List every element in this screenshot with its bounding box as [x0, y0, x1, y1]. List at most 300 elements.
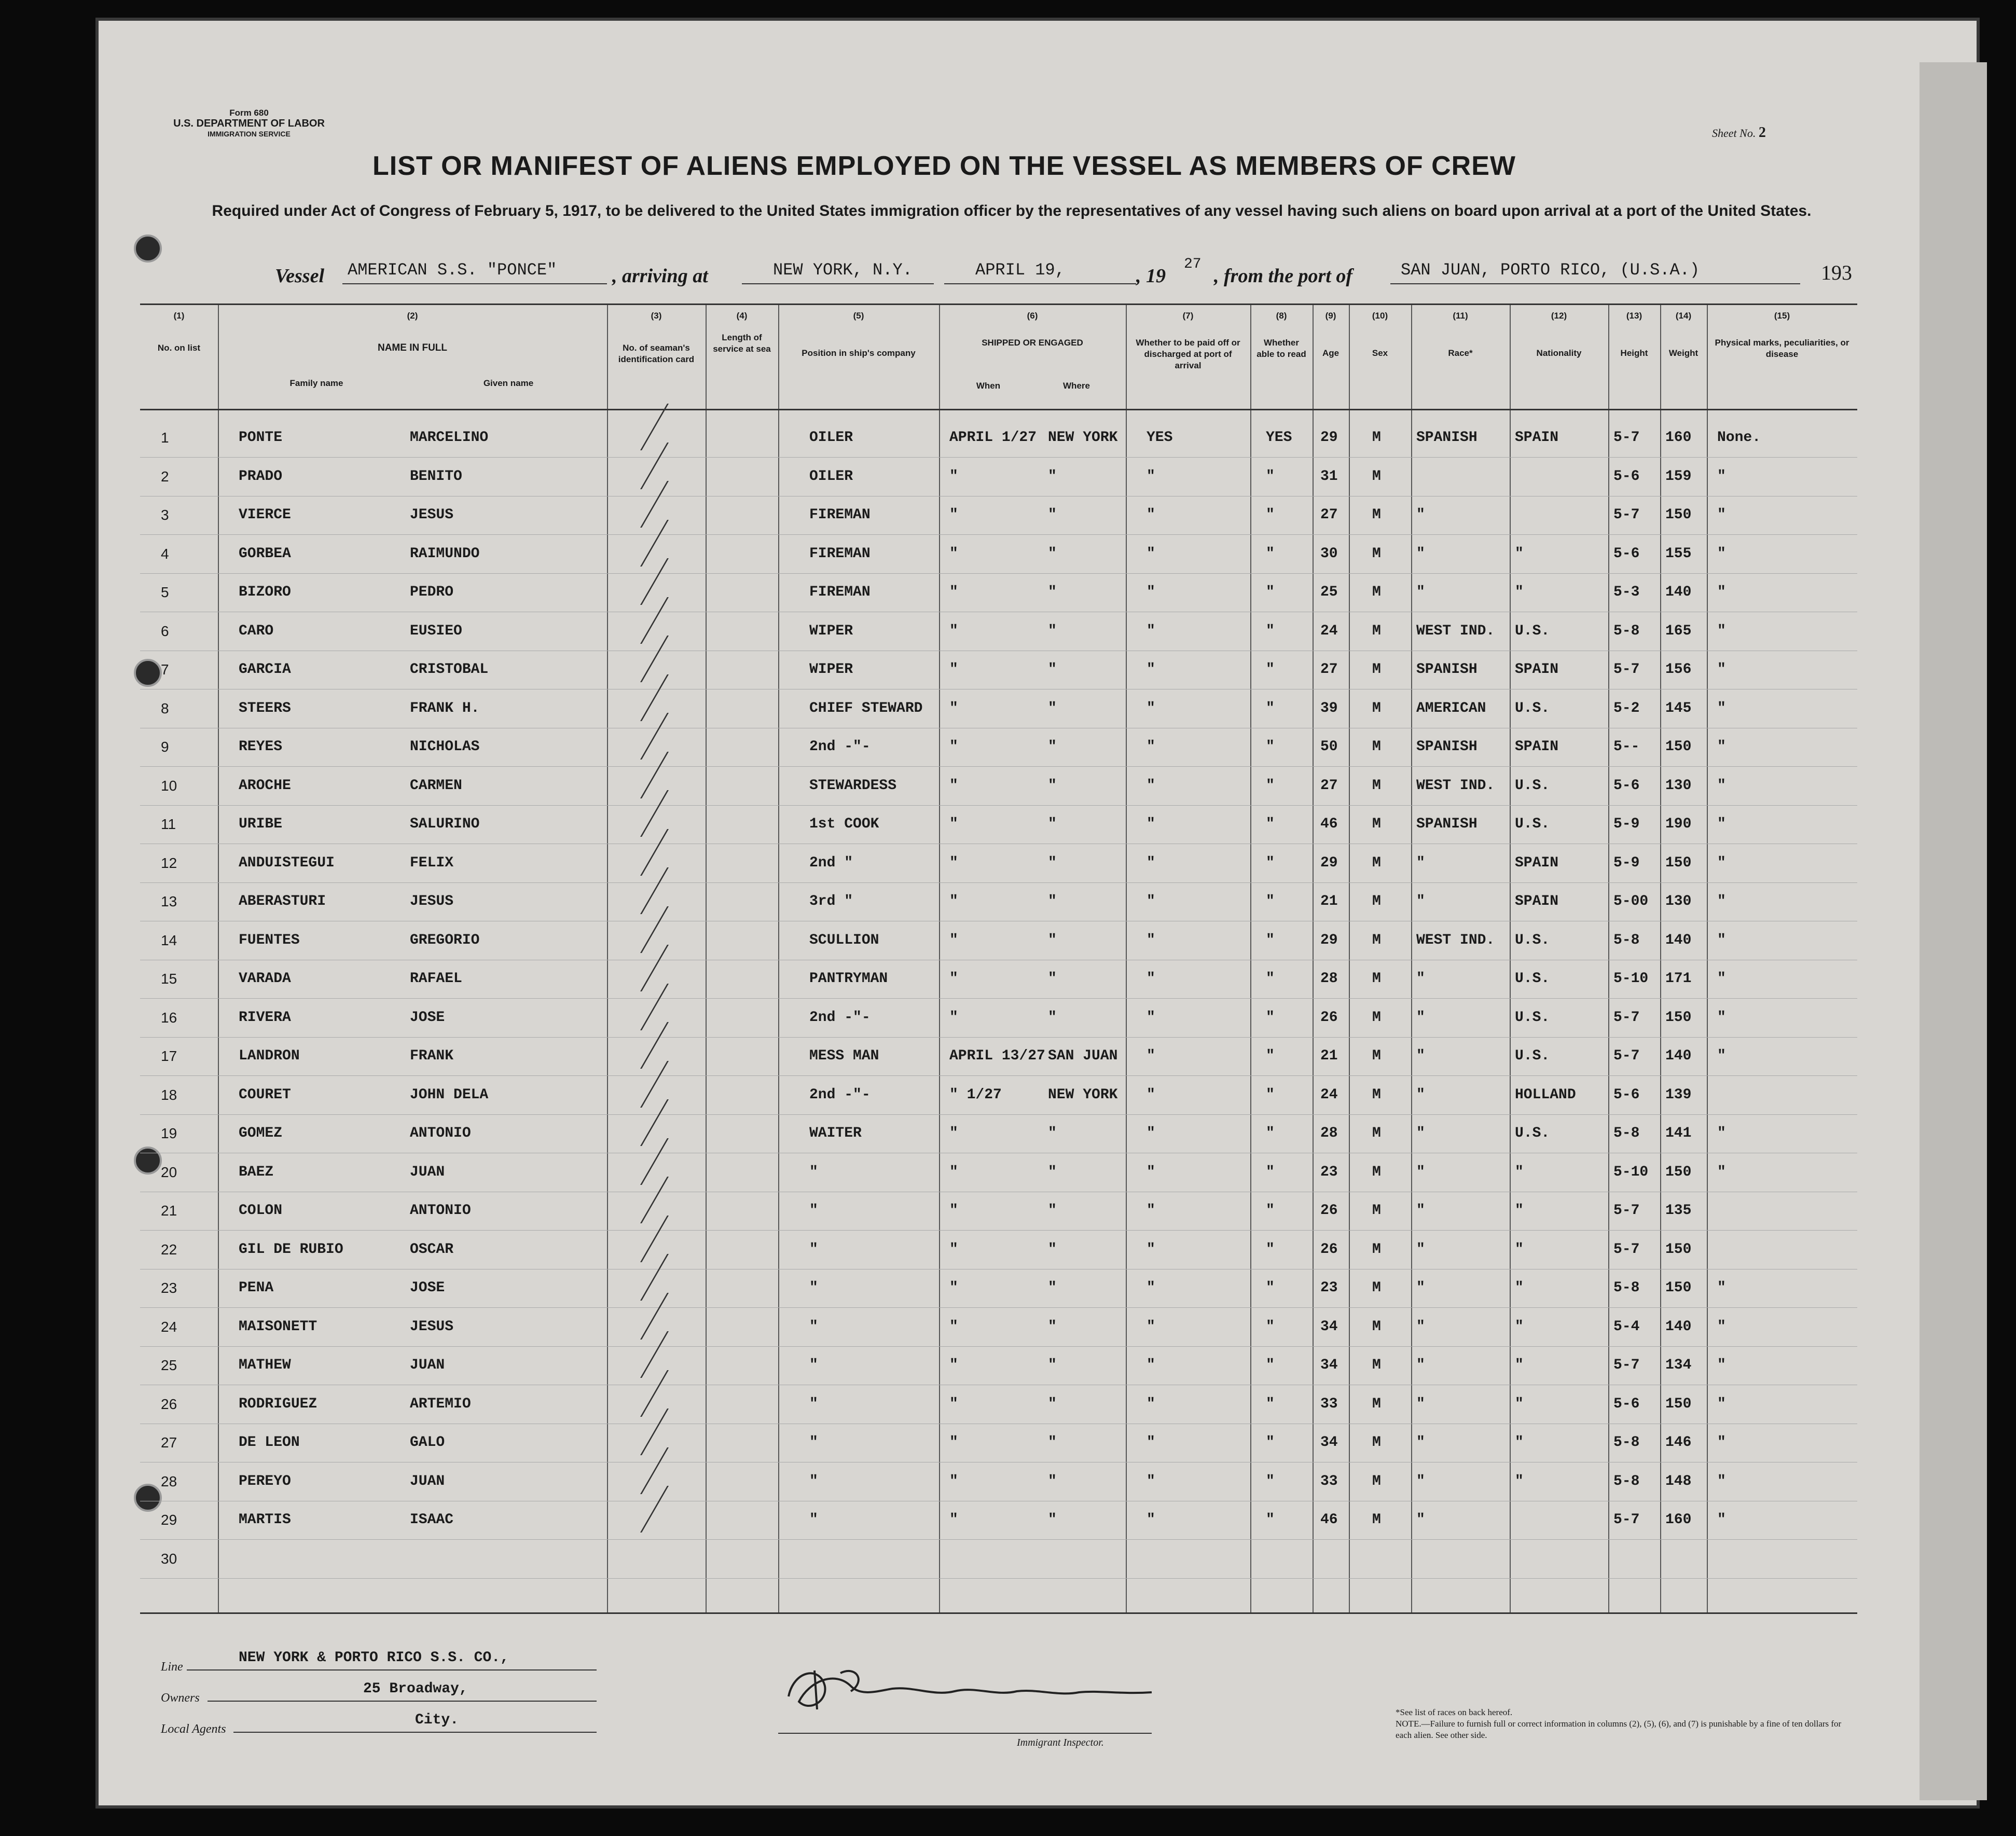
- col-10-header: (10) Sex: [1372, 311, 1388, 358]
- cell-age: 30: [1320, 545, 1338, 562]
- cell-position: WIPER: [809, 661, 853, 678]
- table-row: [140, 1386, 1857, 1424]
- cell-paid: ": [1147, 777, 1155, 794]
- cell-nat: ": [1515, 545, 1524, 562]
- cell-marks: ": [1717, 700, 1726, 716]
- cell-height: 5-7: [1613, 1241, 1640, 1258]
- cell-paid: ": [1147, 1434, 1155, 1451]
- cell-given: RAIMUNDO: [410, 545, 480, 562]
- cell-given: ARTEMIO: [410, 1396, 471, 1412]
- table-row: [140, 1115, 1857, 1153]
- table-row: [140, 1038, 1857, 1076]
- cell-when: " 1/27: [949, 1086, 1002, 1103]
- cell-height: 5-8: [1613, 1434, 1640, 1451]
- cell-given: FRANK H.: [410, 700, 480, 716]
- inspector-signature: [778, 1660, 1172, 1717]
- cell-race: ": [1416, 507, 1425, 523]
- cell-weight: 134: [1665, 1357, 1692, 1373]
- cell-nat: SPAIN: [1515, 854, 1559, 871]
- cell-where: ": [1048, 700, 1057, 716]
- cell-read: ": [1266, 1280, 1275, 1296]
- cell-when: ": [949, 854, 958, 871]
- cell-nat: U.S.: [1515, 816, 1550, 832]
- cell-given: JUAN: [410, 1357, 445, 1373]
- cell-marks: ": [1717, 1280, 1726, 1296]
- table-row: [140, 535, 1857, 574]
- cell-family: BIZORO: [239, 584, 291, 600]
- cell-weight: 130: [1665, 893, 1692, 909]
- cell-given: MARCELINO: [410, 430, 489, 446]
- cell-sex: M: [1372, 584, 1381, 600]
- cell-nat: SPAIN: [1515, 661, 1559, 678]
- cell-paid: ": [1147, 545, 1155, 562]
- cell-age: 50: [1320, 739, 1338, 755]
- cell-height: 5-10: [1613, 1164, 1649, 1180]
- cell-race: SPANISH: [1416, 661, 1478, 678]
- cell-sex: M: [1372, 1434, 1381, 1451]
- cell-age: 26: [1320, 1241, 1338, 1258]
- cell-paid: ": [1147, 1396, 1155, 1412]
- cell-given: JESUS: [410, 893, 454, 909]
- cell-position: ": [809, 1434, 818, 1451]
- cell-read: ": [1266, 816, 1275, 832]
- cell-given: GALO: [410, 1434, 445, 1451]
- cell-marks: ": [1717, 584, 1726, 600]
- cell-position: ": [809, 1396, 818, 1412]
- cell-n: 8: [161, 700, 169, 716]
- arriving-at: NEW YORK, N.Y.: [773, 260, 913, 280]
- cell-where: ": [1048, 584, 1057, 600]
- cell-position: 2nd -"-: [809, 1009, 871, 1026]
- cell-nat: ": [1515, 1280, 1524, 1296]
- cell-nat: U.S.: [1515, 777, 1550, 794]
- cell-when: ": [949, 816, 958, 832]
- cell-read: ": [1266, 1241, 1275, 1258]
- cell-height: 5-8: [1613, 1473, 1640, 1489]
- cell-sex: M: [1372, 1357, 1381, 1373]
- cell-family: GORBEA: [239, 545, 291, 562]
- cell-n: 17: [161, 1048, 177, 1064]
- cell-where: ": [1048, 623, 1057, 639]
- cell-n: 19: [161, 1125, 177, 1141]
- table-row: [140, 1501, 1857, 1540]
- punch-hole: [134, 234, 162, 263]
- cell-marks: ": [1717, 1434, 1726, 1451]
- cell-family: PEREYO: [239, 1473, 291, 1489]
- cell-position: ": [809, 1512, 818, 1528]
- cell-n: 14: [161, 932, 177, 948]
- crew-table: [140, 303, 1857, 1614]
- cell-height: 5-9: [1613, 854, 1640, 871]
- cell-n: 28: [161, 1473, 177, 1489]
- col-14-header: (14) Weight: [1668, 311, 1699, 358]
- cell-weight: 148: [1665, 1473, 1692, 1489]
- cell-weight: 150: [1665, 507, 1692, 523]
- from-label: , from the port of: [1214, 265, 1353, 287]
- cell-paid: ": [1147, 584, 1155, 600]
- col-9-header: (9) Age: [1322, 311, 1340, 358]
- cell-weight: 140: [1665, 1048, 1692, 1064]
- cell-weight: 145: [1665, 700, 1692, 716]
- table-row: [140, 1424, 1857, 1462]
- cell-when: ": [949, 507, 958, 523]
- cell-paid: ": [1147, 468, 1155, 485]
- cell-family: PENA: [239, 1280, 274, 1296]
- cell-position: 1st COOK: [809, 816, 879, 832]
- cell-where: ": [1048, 1009, 1057, 1026]
- cell-paid: ": [1147, 854, 1155, 871]
- cell-height: 5-8: [1613, 623, 1640, 639]
- table-row: [140, 845, 1857, 883]
- cell-n: 12: [161, 854, 177, 871]
- cell-height: 5-7: [1613, 1203, 1640, 1219]
- vessel-line: [156, 256, 1868, 296]
- col-5-header: (5) Position in ship's company: [802, 311, 916, 358]
- cell-where: ": [1048, 1241, 1057, 1258]
- cell-height: 5-8: [1613, 1280, 1640, 1296]
- cell-position: SCULLION: [809, 932, 879, 948]
- cell-read: ": [1266, 1434, 1275, 1451]
- cell-nat: U.S.: [1515, 700, 1550, 716]
- cell-sex: M: [1372, 971, 1381, 987]
- cell-n: 24: [161, 1318, 177, 1335]
- cell-sex: M: [1372, 623, 1381, 639]
- cell-read: ": [1266, 545, 1275, 562]
- cell-race: ": [1416, 1086, 1425, 1103]
- cell-race: WEST IND.: [1416, 623, 1495, 639]
- inspector-label: Immigrant Inspector.: [1017, 1737, 1104, 1748]
- cell-given: RAFAEL: [410, 971, 462, 987]
- cell-race: ": [1416, 545, 1425, 562]
- cell-when: ": [949, 932, 958, 948]
- penalty-note: NOTE.—Failure to furnish full or correct information in columns (2), (5), (6), and (7) is punishable by a fine of ten dollars for each alien. See other side.: [1396, 1719, 1842, 1740]
- cell-sex: M: [1372, 545, 1381, 562]
- cell-when: ": [949, 1241, 958, 1258]
- cell-n: 9: [161, 739, 169, 755]
- cell-n: 3: [161, 507, 169, 523]
- cell-height: 5-7: [1613, 1357, 1640, 1373]
- table-row: [140, 883, 1857, 921]
- cell-nat: ": [1515, 1396, 1524, 1412]
- cell-sex: M: [1372, 1318, 1381, 1335]
- cell-weight: 155: [1665, 545, 1692, 562]
- cell-marks: ": [1717, 1125, 1726, 1141]
- cell-sex: M: [1372, 700, 1381, 716]
- cell-position: 2nd ": [809, 854, 853, 871]
- cell-where: ": [1048, 1512, 1057, 1528]
- cell-given: GREGORIO: [410, 932, 480, 948]
- cell-race: ": [1416, 1396, 1425, 1412]
- cell-read: ": [1266, 739, 1275, 755]
- table-row: [140, 728, 1857, 767]
- cell-sex: M: [1372, 777, 1381, 794]
- col-12-header: (12) Nationality: [1536, 311, 1582, 358]
- cell-sex: M: [1372, 1009, 1381, 1026]
- cell-position: 2nd -"-: [809, 1086, 871, 1103]
- cell-sex: M: [1372, 893, 1381, 909]
- cell-n: 30: [161, 1550, 177, 1567]
- cell-paid: ": [1147, 1125, 1155, 1141]
- cell-given: JUAN: [410, 1473, 445, 1489]
- cell-paid: ": [1147, 1318, 1155, 1335]
- page-edge: [1920, 62, 1987, 1800]
- table-row: [140, 1231, 1857, 1269]
- table-row: [140, 419, 1857, 458]
- cell-position: ": [809, 1203, 818, 1219]
- cell-where: NEW YORK: [1048, 1086, 1118, 1103]
- cell-where: ": [1048, 507, 1057, 523]
- cell-where: ": [1048, 1396, 1057, 1412]
- cell-sex: M: [1372, 816, 1381, 832]
- sheet-value: 2: [1758, 125, 1766, 141]
- cell-when: ": [949, 1512, 958, 1528]
- cell-given: PEDRO: [410, 584, 454, 600]
- cell-nat: ": [1515, 1473, 1524, 1489]
- cell-family: MATHEW: [239, 1357, 291, 1373]
- cell-paid: ": [1147, 507, 1155, 523]
- cell-marks: ": [1717, 1318, 1726, 1335]
- cell-age: 24: [1320, 623, 1338, 639]
- cell-where: ": [1048, 545, 1057, 562]
- cell-position: OILER: [809, 430, 853, 446]
- cell-family: VIERCE: [239, 507, 291, 523]
- cell-position: 2nd -"-: [809, 739, 871, 755]
- cell-where: ": [1048, 971, 1057, 987]
- sheet-label: Sheet No.: [1712, 127, 1756, 140]
- cell-nat: U.S.: [1515, 623, 1550, 639]
- cell-age: 33: [1320, 1473, 1338, 1489]
- cell-family: COLON: [239, 1203, 283, 1219]
- cell-marks: ": [1717, 661, 1726, 678]
- cell-position: ": [809, 1473, 818, 1489]
- cell-read: ": [1266, 1009, 1275, 1026]
- cell-race: ": [1416, 1164, 1425, 1180]
- cell-height: 5-7: [1613, 430, 1640, 446]
- vessel-label: Vessel: [275, 265, 324, 287]
- cell-race: ": [1416, 893, 1425, 909]
- cell-when: APRIL 13/27: [949, 1048, 1045, 1064]
- cell-when: ": [949, 661, 958, 678]
- cell-position: OILER: [809, 468, 853, 485]
- cell-age: 46: [1320, 816, 1338, 832]
- cell-age: 28: [1320, 1125, 1338, 1141]
- cell-when: ": [949, 1357, 958, 1373]
- cell-weight: 135: [1665, 1203, 1692, 1219]
- cell-age: 34: [1320, 1318, 1338, 1335]
- cell-nat: ": [1515, 1318, 1524, 1335]
- cell-when: ": [949, 584, 958, 600]
- cell-paid: ": [1147, 623, 1155, 639]
- cell-age: 27: [1320, 661, 1338, 678]
- cell-where: ": [1048, 1473, 1057, 1489]
- cell-paid: ": [1147, 1512, 1155, 1528]
- cell-given: OSCAR: [410, 1241, 454, 1258]
- cell-sex: M: [1372, 1512, 1381, 1528]
- cell-weight: 146: [1665, 1434, 1692, 1451]
- cell-weight: 139: [1665, 1086, 1692, 1103]
- cell-paid: ": [1147, 1048, 1155, 1064]
- cell-family: URIBE: [239, 816, 283, 832]
- vessel-name: AMERICAN S.S. "PONCE": [348, 260, 557, 280]
- cell-read: ": [1266, 1086, 1275, 1103]
- cell-height: 5-7: [1613, 1048, 1640, 1064]
- cell-family: GIL DE RUBIO: [239, 1241, 343, 1258]
- cell-read: ": [1266, 1048, 1275, 1064]
- cell-marks: ": [1717, 1009, 1726, 1026]
- cell-read: ": [1266, 1512, 1275, 1528]
- cell-position: FIREMAN: [809, 545, 871, 562]
- cell-where: ": [1048, 1203, 1057, 1219]
- cell-nat: SPAIN: [1515, 430, 1559, 446]
- cell-read: ": [1266, 1357, 1275, 1373]
- cell-age: 46: [1320, 1512, 1338, 1528]
- cell-height: 5-6: [1613, 545, 1640, 562]
- col-6-header: (6) SHIPPED OR ENGAGED When Where: [976, 311, 1090, 391]
- cell-age: 33: [1320, 1396, 1338, 1412]
- cell-age: 21: [1320, 893, 1338, 909]
- cell-family: PONTE: [239, 430, 283, 446]
- table-row: [140, 1154, 1857, 1192]
- cell-read: ": [1266, 854, 1275, 871]
- cell-age: 25: [1320, 584, 1338, 600]
- cell-given: JUAN: [410, 1164, 445, 1180]
- col-11-header: (11) Race*: [1448, 311, 1473, 358]
- cell-marks: ": [1717, 854, 1726, 871]
- cell-given: ANTONIO: [410, 1125, 471, 1141]
- cell-position: CHIEF STEWARD: [809, 700, 923, 716]
- cell-age: 31: [1320, 468, 1338, 485]
- cell-position: FIREMAN: [809, 507, 871, 523]
- cell-given: FELIX: [410, 854, 454, 871]
- cell-height: 5-6: [1613, 1086, 1640, 1103]
- year-prefix: , 19: [1136, 265, 1166, 287]
- cell-when: ": [949, 739, 958, 755]
- cell-given: ANTONIO: [410, 1203, 471, 1219]
- cell-weight: 141: [1665, 1125, 1692, 1141]
- cell-weight: 165: [1665, 623, 1692, 639]
- cell-where: ": [1048, 1434, 1057, 1451]
- cell-family: FUENTES: [239, 932, 300, 948]
- cell-family: PRADO: [239, 468, 283, 485]
- cell-age: 24: [1320, 1086, 1338, 1103]
- cell-sex: M: [1372, 1086, 1381, 1103]
- cell-weight: 130: [1665, 777, 1692, 794]
- cell-nat: SPAIN: [1515, 893, 1559, 909]
- cell-position: PANTRYMAN: [809, 971, 888, 987]
- cell-given: NICHOLAS: [410, 739, 480, 755]
- cell-age: 34: [1320, 1357, 1338, 1373]
- cell-where: ": [1048, 661, 1057, 678]
- line-value: NEW YORK & PORTO RICO S.S. CO.,: [239, 1650, 509, 1666]
- cell-n: 13: [161, 893, 177, 909]
- cell-race: ": [1416, 584, 1425, 600]
- cell-position: ": [809, 1280, 818, 1296]
- col-4-header: (4) Length of service at sea: [713, 311, 771, 354]
- cell-given: JESUS: [410, 507, 454, 523]
- cell-given: ISAAC: [410, 1512, 454, 1528]
- table-row: [140, 767, 1857, 806]
- cell-nat: ": [1515, 1357, 1524, 1373]
- cell-n: 6: [161, 623, 169, 639]
- cell-marks: ": [1717, 1048, 1726, 1064]
- cell-when: ": [949, 1125, 958, 1141]
- cell-paid: ": [1147, 932, 1155, 948]
- cell-height: 5-6: [1613, 777, 1640, 794]
- cell-height: 5-8: [1613, 1125, 1640, 1141]
- owners-value: 25 Broadway,: [363, 1681, 468, 1697]
- cell-when: ": [949, 971, 958, 987]
- cell-marks: ": [1717, 1473, 1726, 1489]
- cell-marks: ": [1717, 545, 1726, 562]
- cell-marks: ": [1717, 816, 1726, 832]
- cell-n: 29: [161, 1512, 177, 1528]
- cell-paid: ": [1147, 1473, 1155, 1489]
- arriving-label: , arriving at: [612, 265, 708, 287]
- table-row: [140, 458, 1857, 496]
- cell-weight: 150: [1665, 739, 1692, 755]
- cell-race: ": [1416, 1125, 1425, 1141]
- cell-height: 5-2: [1613, 700, 1640, 716]
- cell-marks: ": [1717, 507, 1726, 523]
- col-13-header: (13) Height: [1620, 311, 1648, 358]
- cell-paid: ": [1147, 1009, 1155, 1026]
- cell-race: ": [1416, 854, 1425, 871]
- cell-n: 7: [161, 661, 169, 678]
- cell-where: ": [1048, 777, 1057, 794]
- table-row: [140, 496, 1857, 535]
- cell-weight: 150: [1665, 1396, 1692, 1412]
- cell-sex: M: [1372, 1048, 1381, 1064]
- cell-where: ": [1048, 816, 1057, 832]
- cell-read: ": [1266, 584, 1275, 600]
- cell-family: AROCHE: [239, 777, 291, 794]
- cell-family: MAISONETT: [239, 1318, 317, 1335]
- cell-read: ": [1266, 661, 1275, 678]
- page-title: LIST OR MANIFEST OF ALIENS EMPLOYED ON THE VESSEL AS MEMBERS OF CREW: [372, 151, 1516, 181]
- cell-race: SPANISH: [1416, 739, 1478, 755]
- cell-position: WIPER: [809, 623, 853, 639]
- cell-sex: M: [1372, 1280, 1381, 1296]
- cell-height: 5-7: [1613, 507, 1640, 523]
- cell-family: GARCIA: [239, 661, 291, 678]
- cell-sex: M: [1372, 932, 1381, 948]
- cell-paid: ": [1147, 1280, 1155, 1296]
- cell-when: ": [949, 545, 958, 562]
- cell-when: ": [949, 623, 958, 639]
- cell-n: 1: [161, 430, 169, 446]
- cell-nat: ": [1515, 1434, 1524, 1451]
- cell-where: ": [1048, 1280, 1057, 1296]
- cell-sex: M: [1372, 1203, 1381, 1219]
- cell-age: 27: [1320, 777, 1338, 794]
- cell-position: FIREMAN: [809, 584, 871, 600]
- cell-race: SPANISH: [1416, 430, 1478, 446]
- cell-n: 15: [161, 971, 177, 987]
- cell-read: YES: [1266, 430, 1292, 446]
- cell-nat: U.S.: [1515, 932, 1550, 948]
- table-row: [140, 1308, 1857, 1347]
- cell-marks: ": [1717, 893, 1726, 909]
- cell-weight: 159: [1665, 468, 1692, 485]
- cell-n: 16: [161, 1009, 177, 1026]
- cell-age: 21: [1320, 1048, 1338, 1064]
- cell-read: ": [1266, 1164, 1275, 1180]
- cell-marks: ": [1717, 623, 1726, 639]
- cell-read: ": [1266, 623, 1275, 639]
- table-row: [140, 1076, 1857, 1115]
- form-header: [171, 108, 327, 139]
- cell-race: ": [1416, 1512, 1425, 1528]
